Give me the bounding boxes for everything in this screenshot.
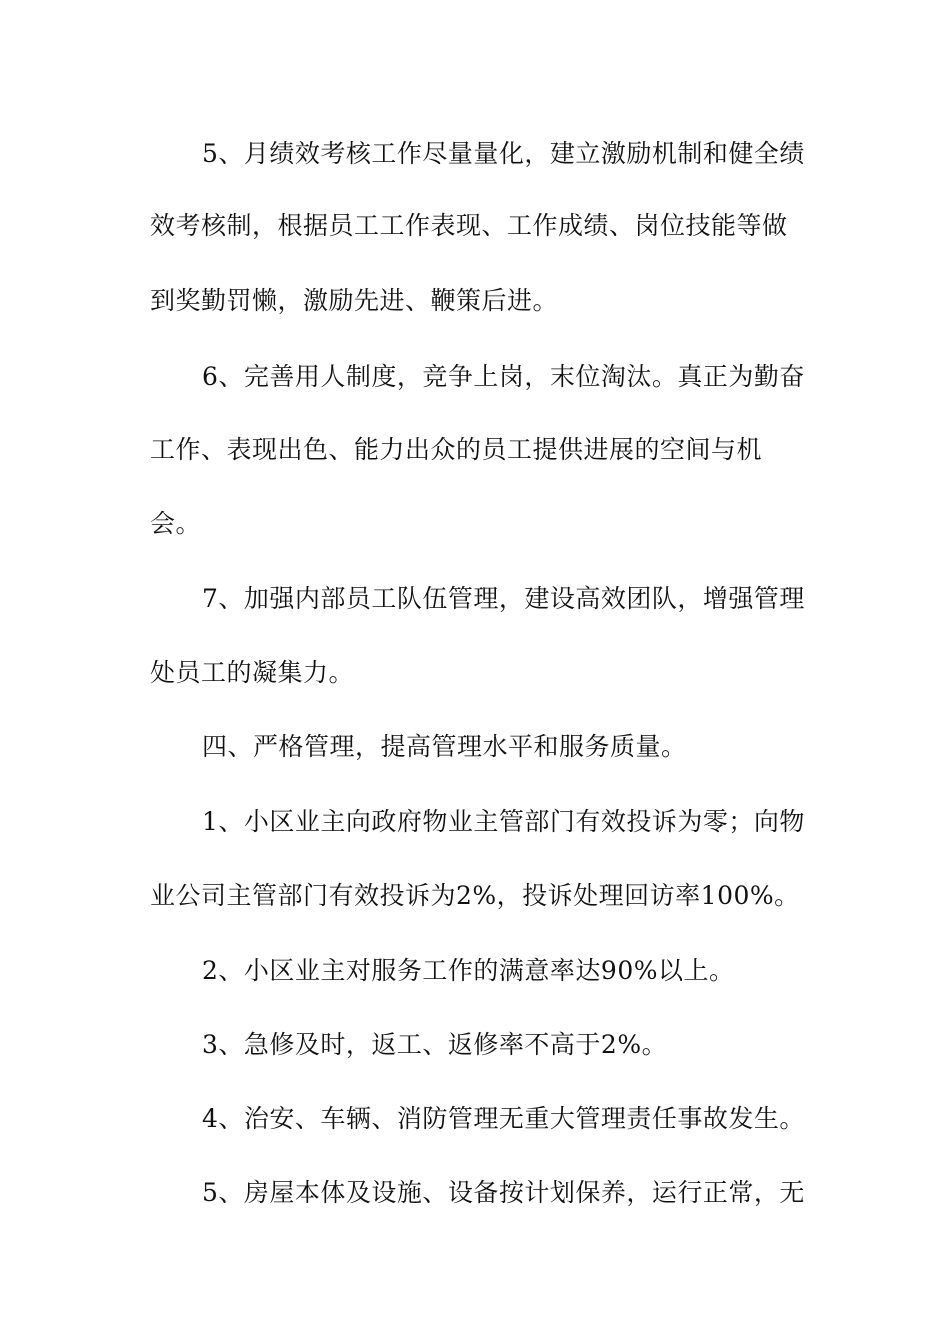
item-1-line-1: 1、小区业主向政府物业主管部门有效投诉为零；向物: [202, 807, 805, 836]
paragraph-6-line-3: 会。: [150, 509, 202, 538]
paragraph-6-line-1: 6、完善用人制度，竞争上岗，末位淘汰。真正为勤奋: [202, 362, 805, 391]
item-5-line-1: 5、房屋本体及设施、设备按计划保养，运行正常，无: [202, 1178, 805, 1207]
section-four-heading: 四、严格管理，提高管理水平和服务质量。: [202, 732, 687, 761]
paragraph-7-line-2: 处员工的凝集力。: [150, 658, 355, 687]
item-1-line-2: 业公司主管部门有效投诉为2%，投诉处理回访率100%。: [150, 881, 800, 910]
item-3-line: 3、急修及时，返工、返修率不高于2%。: [202, 1030, 668, 1059]
item-4-line: 4、治安、车辆、消防管理无重大管理责任事故发生。: [202, 1104, 805, 1133]
paragraph-5-line-3: 到奖勤罚懒，激励先进、鞭策后进。: [150, 286, 559, 315]
paragraph-5-line-1: 5、月绩效考核工作尽量量化，建立激励机制和健全绩: [202, 139, 805, 168]
paragraph-6-line-2: 工作、表现出色、能力出众的员工提供进展的空间与机: [150, 435, 763, 464]
paragraph-7-line-1: 7、加强内部员工队伍管理，建设高效团队，增强管理: [202, 584, 805, 613]
paragraph-5-line-2: 效考核制，根据员工工作表现、工作成绩、岗位技能等做: [150, 211, 788, 240]
item-2-line: 2、小区业主对服务工作的满意率达90%以上。: [202, 956, 735, 985]
